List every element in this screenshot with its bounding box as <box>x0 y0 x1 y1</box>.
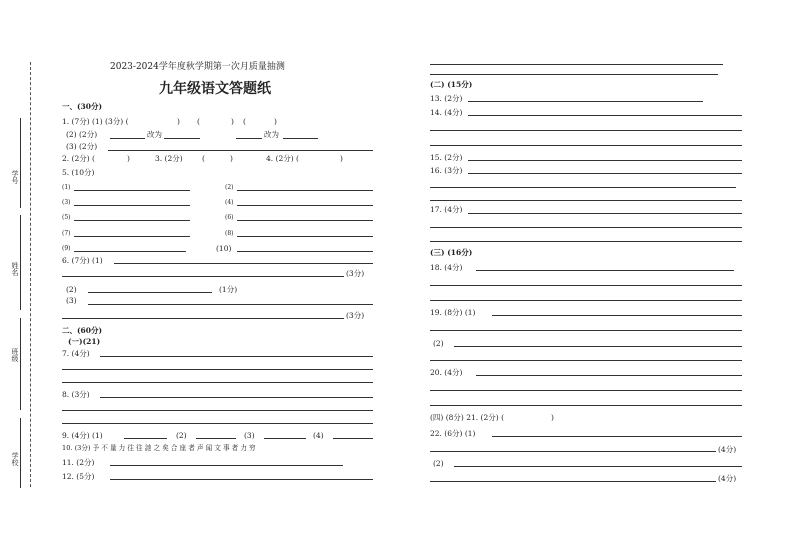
label-school: 学校 <box>11 452 19 466</box>
answer-line[interactable] <box>236 138 262 139</box>
answer-line[interactable] <box>430 285 742 286</box>
answer-line[interactable] <box>237 236 373 237</box>
answer-line[interactable] <box>62 410 373 411</box>
q5-item: (1) <box>62 184 71 191</box>
points: (1分) <box>219 285 238 294</box>
student-id-line <box>20 118 21 208</box>
answer-line[interactable] <box>283 138 318 139</box>
q8-label: 8. (3分) <box>62 390 90 399</box>
q19-label: 19. (8分) (1) <box>430 308 476 317</box>
answer-line[interactable] <box>468 115 742 116</box>
q5-item: (6) <box>225 214 234 221</box>
answer-line[interactable] <box>333 438 373 439</box>
subsection-4-and-q21: (四) (8分) 21. (2分) ( <box>430 413 504 422</box>
answer-line[interactable] <box>476 375 742 376</box>
q1-label: 1. (7分) (1) (3分) ( <box>62 117 129 126</box>
answer-line[interactable] <box>454 466 742 467</box>
name-line <box>20 215 21 310</box>
answer-line[interactable] <box>264 438 306 439</box>
q20-label: 20. (4分) <box>430 368 463 377</box>
answer-line[interactable] <box>62 318 344 319</box>
q1-paren: ( <box>197 117 200 126</box>
answer-line[interactable] <box>237 220 373 221</box>
answer-line[interactable] <box>110 138 145 139</box>
binding-line <box>30 62 31 487</box>
answer-line[interactable] <box>110 479 373 480</box>
answer-line[interactable] <box>88 304 373 305</box>
answer-line[interactable] <box>74 251 186 252</box>
answer-line[interactable] <box>492 315 742 316</box>
q17-label: 17. (4分) <box>430 205 463 214</box>
answer-line[interactable] <box>430 330 742 331</box>
label-class: 班级 <box>11 348 19 362</box>
points: (4分) <box>718 474 737 483</box>
answer-line[interactable] <box>430 187 736 188</box>
points: (4分) <box>718 445 737 454</box>
q10-label: 10. (3分) 予 不 量 力 往 往 訑 之 矣 合 座 者 声 闻 文 事 者 力 穷 <box>62 444 256 452</box>
answer-line[interactable] <box>74 236 190 237</box>
q22-2-label: (2) <box>433 459 444 468</box>
q1-paren: ) <box>231 117 234 126</box>
q6-label: 6. (7分) (1) <box>62 256 103 265</box>
answer-line[interactable] <box>196 438 236 439</box>
q5-item: (4) <box>225 199 234 206</box>
q9-part: (4) <box>313 431 324 440</box>
answer-line[interactable] <box>62 369 373 370</box>
answer-line[interactable] <box>430 360 742 361</box>
q11-label: 11. (2分) <box>62 458 95 467</box>
answer-line[interactable] <box>237 190 373 191</box>
answer-line[interactable] <box>430 130 742 131</box>
answer-line[interactable] <box>430 227 742 228</box>
answer-line[interactable] <box>468 173 742 174</box>
subsection-1-heading: (一)(21) <box>68 337 101 346</box>
answer-line[interactable] <box>62 423 373 424</box>
label-student-id: 学号 <box>11 170 19 184</box>
q14-label: 14. (4分) <box>430 108 463 117</box>
section-1-heading: 一、(30分) <box>62 102 103 111</box>
gaiwei-text: 改为 <box>147 130 162 139</box>
q1-paren: ) <box>177 117 180 126</box>
q13-label: 13. (2分) <box>430 94 463 103</box>
answer-line[interactable] <box>237 205 373 206</box>
sheet-title: 九年级语文答题纸 <box>159 81 271 97</box>
q5-item: (5) <box>62 214 71 221</box>
q18-label: 18. (4分) <box>430 263 463 272</box>
q3-label: 3. (2分) <box>155 154 183 163</box>
answer-line[interactable] <box>74 190 190 191</box>
q1-paren: ( <box>243 117 246 126</box>
subsection-2-heading: (二) (15分) <box>430 80 473 89</box>
subsection-3-heading: (三) (16分) <box>430 248 473 257</box>
q3-paren: ) <box>230 154 233 163</box>
answer-line[interactable] <box>430 405 742 406</box>
answer-line[interactable] <box>62 276 344 277</box>
school-line <box>20 418 21 488</box>
gaiwei-text: 改为 <box>264 130 279 139</box>
answer-line[interactable] <box>100 397 373 398</box>
section-2-heading: 二、(60分) <box>62 326 103 335</box>
q16-label: 16. (3分) <box>430 166 463 175</box>
answer-line[interactable] <box>100 356 373 357</box>
class-line <box>20 318 21 410</box>
answer-line[interactable] <box>454 346 742 347</box>
q4-label: 4. (2分) ( <box>266 154 299 163</box>
answer-line[interactable] <box>430 481 716 482</box>
q19-2-label: (2) <box>433 339 444 348</box>
answer-line[interactable] <box>124 438 167 439</box>
q12-label: 12. (5分) <box>62 472 95 481</box>
answer-line[interactable] <box>430 451 716 452</box>
q1-paren: ) <box>274 117 277 126</box>
answer-line[interactable] <box>430 200 742 201</box>
q5-item: (9) <box>62 245 71 252</box>
answer-line[interactable] <box>476 270 734 271</box>
q5-item: (2) <box>225 184 234 191</box>
q22-label: 22. (6分) (1) <box>430 429 476 438</box>
q5-item: (8) <box>225 230 234 237</box>
answer-line[interactable] <box>430 241 742 242</box>
answer-line[interactable] <box>468 160 742 161</box>
q4-paren: ) <box>340 154 343 163</box>
answer-line[interactable] <box>492 436 742 437</box>
answer-line[interactable] <box>468 213 742 214</box>
answer-line[interactable] <box>468 101 703 102</box>
q9-label: 9. (4分) (1) <box>62 431 103 440</box>
q21-paren: ) <box>551 413 554 422</box>
label-name: 姓名 <box>11 262 19 276</box>
exam-title: 2023-2024学年度秋学期第一次月质量抽测 <box>110 62 285 72</box>
q2-paren: ) <box>127 154 130 163</box>
q6-2-label: (2) <box>66 285 77 294</box>
answer-line[interactable] <box>430 145 742 146</box>
q5-item: (7) <box>62 230 71 237</box>
answer-line[interactable] <box>74 205 190 206</box>
q9-part: (2) <box>176 431 187 440</box>
q9-part: (3) <box>244 431 255 440</box>
q6-3-label: (3) <box>66 296 77 305</box>
answer-line[interactable] <box>430 64 723 65</box>
q3-paren: ( <box>202 154 205 163</box>
q1-2-label: (2) (2分) <box>66 130 98 139</box>
answer-line[interactable] <box>110 465 343 466</box>
points: (3分) <box>346 311 365 320</box>
answer-line[interactable] <box>237 251 373 252</box>
answer-line[interactable] <box>164 138 200 139</box>
answer-line[interactable] <box>108 150 373 151</box>
q15-label: 15. (2分) <box>430 153 463 162</box>
q2-label: 2. (2分) ( <box>62 154 95 163</box>
q5-label: 5. (10分) <box>62 168 95 177</box>
q7-label: 7. (4分) <box>62 349 90 358</box>
points: (3分) <box>346 269 365 278</box>
answer-line[interactable] <box>62 382 373 383</box>
answer-line[interactable] <box>430 300 742 301</box>
q1-3-label: (3) (2分) <box>66 142 98 151</box>
answer-line[interactable] <box>430 74 718 75</box>
answer-line[interactable] <box>114 263 373 264</box>
answer-line[interactable] <box>74 220 190 221</box>
q5-item: (3) <box>62 199 71 206</box>
answer-line[interactable] <box>88 292 212 293</box>
q5-item: (10) <box>216 244 232 253</box>
answer-line[interactable] <box>430 390 742 391</box>
